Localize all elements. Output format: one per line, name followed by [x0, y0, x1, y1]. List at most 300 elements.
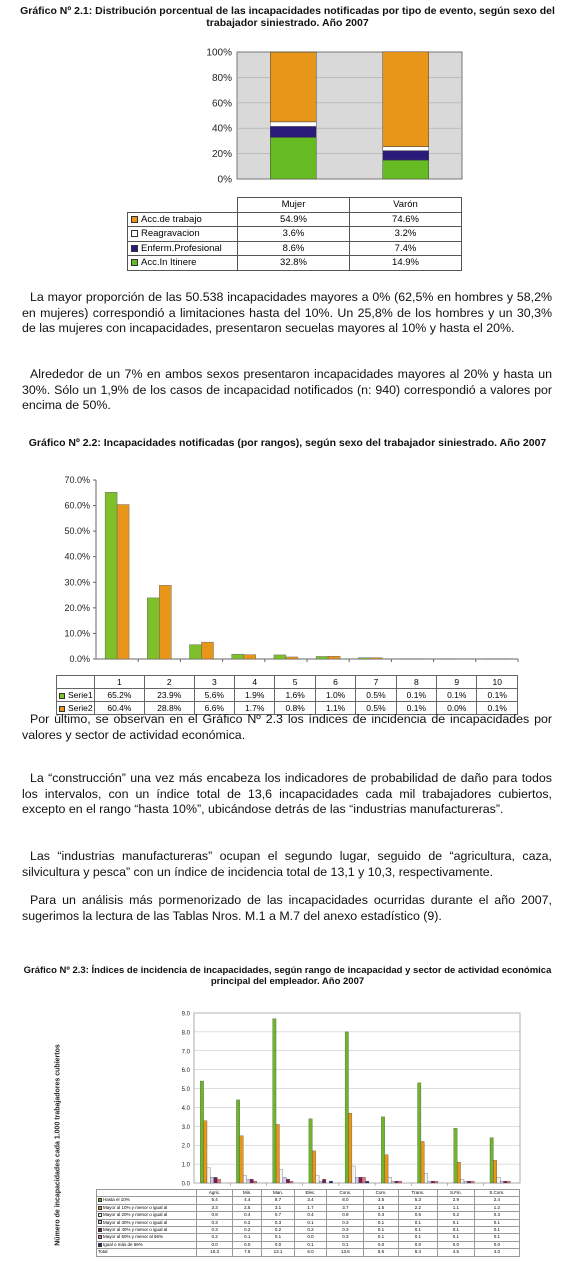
- chart2-bar-serie1: [105, 492, 117, 659]
- chart3-bar: [345, 1032, 348, 1183]
- chart1-y-tick-label: 40%: [211, 123, 232, 135]
- chart2-data-label: 0.0%: [437, 702, 477, 715]
- chart3-total-value: 6.0: [294, 1249, 327, 1256]
- chart1-legend-swatch: [131, 230, 138, 237]
- chart1-y-tick-label: 100%: [206, 47, 232, 59]
- chart3-legend-label: Mayor al 30% y menor o igual al: [103, 1219, 168, 1225]
- chart3-bar: [418, 1083, 421, 1183]
- chart2-data-label: 5.6%: [194, 689, 234, 702]
- chart2-bar-serie1: [274, 655, 286, 659]
- chart3-bar: [392, 1181, 395, 1183]
- chart1-y-tick-label: 0%: [217, 174, 232, 186]
- chart3-data-label: 0.0: [197, 1241, 233, 1248]
- paragraph-2: Alrededor de un 7% en ambos sexos presentaron incapacidades mayores al 20% y hasta un 30%. Sólo un 1,9% de los casos de incapacidad notificados (n: 940) correspondió a valores por encima de 50%.: [22, 367, 552, 413]
- chart3-table-row: [97, 1234, 520, 1241]
- chart3-bar: [355, 1177, 358, 1183]
- chart3-data-label: 0.0: [262, 1241, 295, 1248]
- chart2-table-header-row: [57, 676, 518, 689]
- chart2-data-label: 0.1%: [437, 689, 477, 702]
- chart3-data-label: 0.4: [294, 1212, 327, 1219]
- chart3-legend-cell: [97, 1219, 197, 1226]
- chart3-bar: [431, 1181, 434, 1183]
- chart2-category-label: 1: [95, 676, 145, 689]
- chart2-table-corner: [57, 676, 95, 689]
- chart3-bar: [309, 1119, 312, 1183]
- chart1-table-row: [128, 212, 462, 227]
- chart3-data-label: 0.3: [262, 1219, 295, 1226]
- chart3-data-label: 0.3: [364, 1212, 398, 1219]
- chart3-data-label: 0.1: [474, 1219, 519, 1226]
- chart1-title-text: Distribución porcentual de las incapacidades notificadas por tipo de evento, según sexo del trabajador siniestrado. Año 2007: [95, 5, 555, 29]
- chart2-category-label: 10: [477, 676, 518, 689]
- chart3-bar: [428, 1181, 431, 1183]
- chart3-table-row: [97, 1197, 520, 1204]
- chart3-bar: [435, 1181, 438, 1183]
- chart3-data-label: 1.1: [437, 1204, 474, 1211]
- chart1-legend-cell: [128, 227, 238, 242]
- chart3-data-label: 0.0: [364, 1241, 398, 1248]
- chart3-table-row: [97, 1227, 520, 1234]
- chart3-data-label: 3.5: [364, 1197, 398, 1204]
- chart1-plot: [0, 0, 575, 200]
- chart3-data-label: 1.7: [294, 1204, 327, 1211]
- chart3-category-label: S.Com.: [474, 1190, 519, 1197]
- chart3-legend-label: Igual o más de 66%: [103, 1241, 143, 1247]
- chart1-table-row: [128, 227, 462, 242]
- chart3-data-label: 0.9: [327, 1212, 364, 1219]
- chart3-plot: [0, 1005, 575, 1190]
- chart3-bar: [210, 1177, 213, 1183]
- chart3-bar: [200, 1081, 203, 1183]
- chart1-table-row: [128, 241, 462, 256]
- chart1-data-label: 32.8%: [238, 256, 350, 271]
- chart3-table-row: [97, 1212, 520, 1219]
- chart3-data-label: 3.7: [327, 1204, 364, 1211]
- chart1-table-corner: [128, 198, 238, 213]
- chart2-bar-serie2: [117, 505, 129, 659]
- chart1-bar-segment: [270, 52, 316, 122]
- chart2-y-tick-label: 70.0%: [64, 475, 90, 485]
- chart3-y-tick-label: 8.0: [181, 1030, 190, 1037]
- chart3-y-tick-label: 4.0: [181, 1105, 190, 1112]
- chart3-data-label: 0.3: [197, 1227, 233, 1234]
- chart3-data-label: 0.1: [233, 1234, 262, 1241]
- chart1-legend-label: Reagravacion: [141, 228, 200, 240]
- chart3-legend-swatch: [98, 1228, 102, 1232]
- chart2-category-label: 7: [356, 676, 396, 689]
- chart2-title-text: Incapacidades notificadas (por rangos), según sexo del trabajador siniestrado. Año 2007: [103, 437, 547, 449]
- chart1-legend-swatch: [131, 245, 138, 252]
- chart3-data-label: 0.1: [364, 1227, 398, 1234]
- chart3-data-label: 0.0: [437, 1241, 474, 1248]
- chart3-bar: [217, 1179, 220, 1183]
- chart3-y-tick-label: 6.0: [181, 1068, 190, 1075]
- chart3-y-tick-label: 3.0: [181, 1124, 190, 1131]
- chart3-data-label: 0.0: [294, 1234, 327, 1241]
- chart3-total-value: 7.8: [233, 1249, 262, 1256]
- chart2-data-label: 0.1%: [396, 702, 436, 715]
- chart3-data-label: 0.1: [364, 1219, 398, 1226]
- chart3-bar: [204, 1121, 207, 1183]
- chart3-data-label: 3.4: [294, 1197, 327, 1204]
- chart3-bar: [349, 1113, 352, 1183]
- chart1-category-label: Mujer: [238, 198, 350, 213]
- chart1-data-label: 14.9%: [350, 256, 462, 271]
- chart3-title-prefix: Gráfico Nº 2.3:: [23, 965, 89, 976]
- chart3-bar: [312, 1151, 315, 1183]
- chart3-data-label: 0.1: [474, 1234, 519, 1241]
- chart1-bar-segment: [383, 147, 429, 151]
- chart3-total-row: [97, 1249, 520, 1256]
- chart1-y-tick-label: 60%: [211, 98, 232, 110]
- chart1-table-row: [128, 256, 462, 271]
- chart3-bar: [467, 1181, 470, 1183]
- chart2-bar-serie1: [232, 654, 244, 659]
- chart2-bar-serie2: [244, 655, 256, 659]
- chart3-table-header-row: [97, 1190, 520, 1197]
- chart2-y-tick-label: 50.0%: [64, 526, 90, 537]
- chart3-data-label: 0.1: [294, 1219, 327, 1226]
- chart1-data-table: [127, 197, 462, 271]
- chart3-data-table: [96, 1189, 520, 1257]
- chart2-bar-serie2: [286, 657, 298, 659]
- chart2-data-label: 0.8%: [275, 702, 315, 715]
- chart3-table-corner: [97, 1190, 197, 1197]
- chart3-table-row: [97, 1204, 520, 1211]
- chart3-data-label: 1.5: [364, 1204, 398, 1211]
- chart1-legend-swatch: [131, 259, 138, 266]
- chart3-legend-cell: [97, 1197, 197, 1204]
- chart2-data-label: 28.8%: [144, 702, 194, 715]
- chart3-title-text: Índices de incidencia de incapacidades, según rango de incapacidad y sector de actividad económica principal del empleador. Año 2007: [91, 965, 552, 987]
- chart2-bar-serie1: [147, 598, 159, 659]
- chart2-data-label: 1.1%: [315, 702, 355, 715]
- chart3-data-label: 0.1: [262, 1234, 295, 1241]
- chart3-data-label: 0.0: [474, 1241, 519, 1248]
- chart1-y-tick-label: 80%: [211, 72, 232, 84]
- chart3-legend-swatch: [98, 1206, 102, 1210]
- paragraph-4: La “construcción” una vez más encabeza los indicadores de probabilidad de daño para todos los intervalos, con un índice total de 13,6 incapacidades cada mil trabajadores cubiertos, excepto en el rango “hasta 10%”, ubicándose detrás de las “industrias manufactureras”.: [22, 771, 552, 817]
- chart3-bar: [329, 1181, 332, 1183]
- chart3-bar: [490, 1138, 493, 1183]
- chart3-total-value: 10.3: [197, 1249, 233, 1256]
- chart3-bar: [497, 1177, 500, 1183]
- chart2-legend-swatch: [59, 706, 65, 712]
- chart3-legend-label: Mayor al 40% y menor o igual al: [103, 1227, 168, 1233]
- chart2-data-label: 0.1%: [396, 689, 436, 702]
- chart3-data-label: 0.1: [437, 1227, 474, 1234]
- chart3-bar: [273, 1019, 276, 1183]
- chart2-category-label: 4: [235, 676, 275, 689]
- chart3-bar: [398, 1181, 401, 1183]
- chart3-data-label: 0.0: [398, 1241, 437, 1248]
- chart2-y-tick-label: 20.0%: [64, 602, 90, 613]
- chart3-legend-swatch: [98, 1220, 102, 1224]
- chart2-data-label: 60.4%: [95, 702, 145, 715]
- chart2-category-label: 3: [194, 676, 234, 689]
- chart2-data-label: 0.5%: [356, 689, 396, 702]
- chart2-bar-serie2: [328, 656, 340, 659]
- chart1-bar-segment: [383, 160, 429, 179]
- chart3-data-label: 0.0: [233, 1241, 262, 1248]
- chart2-data-label: 6.6%: [194, 702, 234, 715]
- chart1-legend-label: Acc.In Itinere: [141, 257, 197, 269]
- chart3-data-label: 8.7: [262, 1197, 295, 1204]
- chart3-bar: [243, 1175, 246, 1183]
- chart1-legend-label: Acc.de trabajo: [141, 213, 202, 225]
- chart3-table-row: [97, 1241, 520, 1248]
- chart3-bar: [253, 1181, 256, 1183]
- chart2-category-label: 9: [437, 676, 477, 689]
- chart3-bar: [493, 1160, 496, 1183]
- chart3-data-label: 0.8: [197, 1212, 233, 1219]
- chart3-data-label: 0.2: [437, 1212, 474, 1219]
- chart1-title-prefix: Gráfico Nº 2.1:: [20, 5, 93, 17]
- chart3-bar: [236, 1100, 239, 1183]
- chart2-y-tick-label: 0.0%: [69, 654, 90, 664]
- chart3-legend-swatch: [98, 1213, 102, 1217]
- chart3-title: [0, 965, 575, 987]
- chart1-bar-segment: [383, 52, 429, 147]
- chart3-category-label: Trans.: [398, 1190, 437, 1197]
- chart3-bar: [316, 1175, 319, 1183]
- chart3-data-label: 0.3: [327, 1219, 364, 1226]
- chart1-data-label: 7.4%: [350, 241, 462, 256]
- chart3-data-label: 3.1: [262, 1204, 295, 1211]
- chart2-category-label: 5: [275, 676, 315, 689]
- chart3-bar: [504, 1181, 507, 1183]
- chart2-bar-serie1: [358, 658, 370, 659]
- chart3-bar: [461, 1179, 464, 1183]
- chart3-data-label: 0.4: [233, 1212, 262, 1219]
- chart3-y-tick-label: 7.0: [181, 1049, 190, 1056]
- chart3-total-value: 13.1: [262, 1249, 295, 1256]
- chart3-bar: [395, 1181, 398, 1183]
- chart2-category-label: 8: [396, 676, 436, 689]
- chart3-legend-label: Hasta el 10%: [103, 1197, 130, 1203]
- chart3-table-row: [97, 1219, 520, 1226]
- chart2-bar-serie1: [190, 645, 202, 659]
- chart3-bar: [207, 1168, 210, 1183]
- chart3-data-label: 0.3: [474, 1212, 519, 1219]
- chart3-legend-cell: [97, 1241, 197, 1248]
- chart3-data-label: 2.9: [437, 1197, 474, 1204]
- paragraph-1: La mayor proporción de las 50.538 incapacidades mayores a 0% (62,5% en hombres y 58,2% en mujeres) correspondió a limitaciones hasta del 10%. Un 25,8% de los hombres y un 30,3% de las mujeres con incapacidades, presentaron secuelas mayores al 10% y hasta el 20%.: [22, 290, 552, 336]
- chart3-total-value: 5.6: [364, 1249, 398, 1256]
- chart2-legend-cell: [57, 689, 95, 702]
- chart3-data-label: 0.3: [327, 1234, 364, 1241]
- chart2-data-label: 1.9%: [235, 689, 275, 702]
- chart3-total-value: 4.0: [474, 1249, 519, 1256]
- chart2-bar-serie1: [316, 656, 328, 659]
- chart3-bar: [276, 1124, 279, 1183]
- chart1-legend-cell: [128, 256, 238, 271]
- chart3-data-label: 0.3: [197, 1219, 233, 1226]
- chart3-bar: [500, 1181, 503, 1183]
- chart1-bar-segment: [270, 126, 316, 137]
- chart3-bar: [290, 1181, 293, 1183]
- chart3-y-tick-label: 0.0: [181, 1181, 190, 1188]
- chart3-bar: [464, 1181, 467, 1183]
- chart3-bar: [424, 1174, 427, 1183]
- chart2-data-label: 0.1%: [477, 702, 518, 715]
- chart3-data-label: 0.1: [294, 1241, 327, 1248]
- chart3-data-label: 0.1: [474, 1227, 519, 1234]
- chart3-bar: [366, 1181, 369, 1183]
- chart3-data-label: 0.5: [398, 1212, 437, 1219]
- chart2-category-label: 2: [144, 676, 194, 689]
- chart3-legend-cell: [97, 1212, 197, 1219]
- chart1-data-label: 3.6%: [238, 227, 350, 242]
- chart3-legend-cell: [97, 1204, 197, 1211]
- chart3-data-label: 0.1: [437, 1234, 474, 1241]
- chart2-data-label: 1.6%: [275, 689, 315, 702]
- chart1-legend-cell: [128, 212, 238, 227]
- chart2-category-label: 6: [315, 676, 355, 689]
- chart3-data-label: 0.1: [364, 1234, 398, 1241]
- chart3-total-value: 8.4: [398, 1249, 437, 1256]
- chart2-data-label: 65.2%: [95, 689, 145, 702]
- chart3-total-value: 13.6: [327, 1249, 364, 1256]
- chart2-legend-label: Serie2: [68, 703, 93, 713]
- chart3-data-label: 2.5: [233, 1204, 262, 1211]
- chart3-legend-label: Mayor al 10% y menor o igual al: [103, 1204, 168, 1210]
- chart3-data-label: 1.2: [474, 1204, 519, 1211]
- chart3-data-label: 0.2: [294, 1227, 327, 1234]
- chart3-data-label: 8.0: [327, 1197, 364, 1204]
- chart2-y-tick-label: 60.0%: [64, 500, 90, 511]
- chart3-bar: [388, 1177, 391, 1183]
- chart2-bar-serie2: [370, 658, 382, 659]
- chart3-bar: [457, 1162, 460, 1183]
- chart2-y-tick-label: 30.0%: [64, 577, 90, 588]
- chart2-data-label: 1.7%: [235, 702, 275, 715]
- paragraph-5: Las “industrias manufactureras” ocupan el segundo lugar, seguido de “agricultura, caza, silvicultura y pesca” con un índice de incidencia total de 13,1 y 10,3, respectivamente.: [22, 849, 552, 879]
- chart3-category-label: Man.: [262, 1190, 295, 1197]
- chart3-data-label: 0.2: [233, 1219, 262, 1226]
- chart3-legend-swatch: [98, 1243, 102, 1247]
- chart3-category-label: Com.: [364, 1190, 398, 1197]
- chart3-category-label: Agric.: [197, 1190, 233, 1197]
- chart3-category-label: S.Fin.: [437, 1190, 474, 1197]
- chart3-bar: [359, 1177, 362, 1183]
- chart3-bar: [250, 1179, 253, 1183]
- chart1-legend-label: Enferm.Profesional: [141, 242, 222, 254]
- chart1-legend-swatch: [131, 216, 138, 223]
- chart3-legend-cell: [97, 1227, 197, 1234]
- chart3-total-value: 4.5: [437, 1249, 474, 1256]
- chart3-y-tick-label: 2.0: [181, 1143, 190, 1150]
- chart2-data-label: 0.1%: [477, 689, 518, 702]
- chart3-data-label: 0.3: [327, 1227, 364, 1234]
- chart3-bar: [471, 1181, 474, 1183]
- chart3-bar: [279, 1170, 282, 1183]
- chart3-data-label: 0.2: [262, 1227, 295, 1234]
- chart3-legend-cell: [97, 1234, 197, 1241]
- chart3-legend-swatch: [98, 1235, 102, 1239]
- chart2-legend-swatch: [59, 693, 65, 699]
- chart1-data-label: 8.6%: [238, 241, 350, 256]
- chart3-bar: [352, 1166, 355, 1183]
- chart1-data-label: 3.2%: [350, 227, 462, 242]
- chart2-table-row: [57, 689, 518, 702]
- chart3-category-label: Cons.: [327, 1190, 364, 1197]
- chart1-table-header-row: [128, 198, 462, 213]
- chart3-total-label: Total: [97, 1249, 197, 1256]
- chart2-data-label: 1.0%: [315, 689, 355, 702]
- chart3-data-label: 4.4: [233, 1197, 262, 1204]
- chart3-bar: [322, 1179, 325, 1183]
- paragraph-6: Para un análisis más pormenorizado de las incapacidades ocurridas durante el año 2007, sugerimos la lectura de las Tablas Nros. M.1 a M.7 del anexo estadístico (9).: [22, 893, 552, 923]
- chart1-legend-cell: [128, 241, 238, 256]
- chart3-legend-label: Mayor al 50% y menor al 66%: [103, 1234, 164, 1240]
- chart3-bar: [507, 1181, 510, 1183]
- chart3-bar: [421, 1141, 424, 1183]
- chart3-legend-swatch: [98, 1198, 102, 1202]
- chart3-data-label: 2.2: [398, 1204, 437, 1211]
- chart3-bar: [381, 1117, 384, 1183]
- chart1-bar-segment: [270, 137, 316, 179]
- chart3-y-tick-label: 9.0: [181, 1011, 190, 1018]
- chart3-y-axis-label: Número de incapacidades cada 1.000 trabajadores cubiertos: [54, 1044, 62, 1246]
- chart3-category-label: Min.: [233, 1190, 262, 1197]
- chart2-bar-serie2: [159, 585, 171, 659]
- chart3-data-label: 0.2: [197, 1234, 233, 1241]
- chart3-bar: [319, 1181, 322, 1183]
- chart3-bar: [362, 1177, 365, 1183]
- chart3-category-label: Elec.: [294, 1190, 327, 1197]
- chart3-data-label: 5.3: [398, 1197, 437, 1204]
- chart1-category-label: Varón: [350, 198, 462, 213]
- chart3-bar: [454, 1128, 457, 1183]
- chart3-y-tick-label: 5.0: [181, 1087, 190, 1094]
- chart1-y-tick-label: 20%: [211, 149, 232, 161]
- chart2-data-label: 0.5%: [356, 702, 396, 715]
- paragraph-3: Por último, se observan en el Gráfico Nº 2.3 los índices de incidencia de incapacidades por valores y sector de actividad económica.: [22, 712, 552, 742]
- chart3-data-label: 2.4: [474, 1197, 519, 1204]
- chart3-data-label: 0.1: [398, 1219, 437, 1226]
- chart3-data-label: 3.3: [197, 1204, 233, 1211]
- chart3-data-label: 0.7: [262, 1212, 295, 1219]
- chart2-data-table: [56, 675, 518, 715]
- chart3-data-label: 5.4: [197, 1197, 233, 1204]
- chart3-bar: [385, 1155, 388, 1183]
- chart3-bar: [240, 1136, 243, 1183]
- chart2-legend-label: Serie1: [68, 690, 93, 700]
- chart3-bar: [247, 1179, 250, 1183]
- chart2-plot: [0, 460, 575, 675]
- chart2-data-label: 23.9%: [144, 689, 194, 702]
- chart1-data-label: 74.6%: [350, 212, 462, 227]
- chart3-data-label: 0.1: [398, 1227, 437, 1234]
- chart3-y-tick-label: 1.0: [181, 1162, 190, 1169]
- chart3-bar: [283, 1177, 286, 1183]
- chart2-y-tick-label: 10.0%: [64, 628, 90, 639]
- chart2-bar-serie2: [202, 642, 214, 659]
- chart2-title-prefix: Gráfico Nº 2.2:: [28, 437, 101, 449]
- chart3-data-label: 0.1: [327, 1241, 364, 1248]
- chart3-data-label: 0.1: [437, 1219, 474, 1226]
- chart3-data-label: 0.2: [233, 1227, 262, 1234]
- chart3-data-label: 0.1: [398, 1234, 437, 1241]
- chart2-title: [0, 437, 575, 449]
- chart1-bar-segment: [270, 122, 316, 127]
- chart1-data-label: 54.9%: [238, 212, 350, 227]
- chart2-y-tick-label: 40.0%: [64, 551, 90, 562]
- chart1-bar-segment: [383, 151, 429, 160]
- chart3-bar: [286, 1179, 289, 1183]
- chart3-bar: [214, 1177, 217, 1183]
